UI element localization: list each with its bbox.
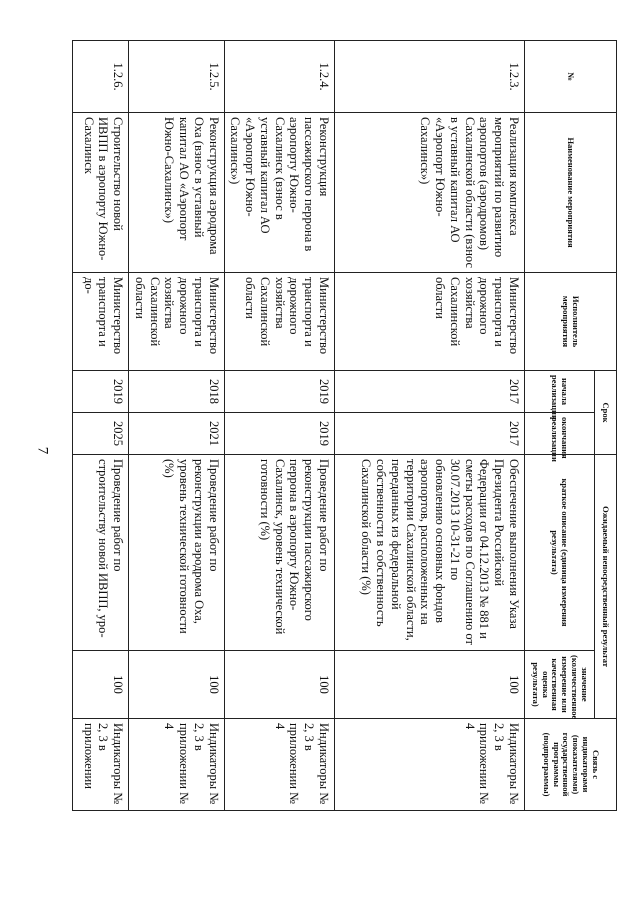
header-result-value: значение (количественное измерение или качественная оценка результата) xyxy=(525,651,595,719)
page-number: 7 xyxy=(34,446,51,455)
header-executor: Исполнитель мероприятия xyxy=(525,273,617,371)
header-term-start: начала реализации xyxy=(525,371,595,413)
row-num: 1.2.4. xyxy=(224,41,334,113)
row-executor: Министерство транспорта и до- xyxy=(73,273,129,371)
table-row xyxy=(335,41,525,811)
header-term: Срок xyxy=(595,371,617,455)
row-link: Индикаторы № 2, 3 в приложении xyxy=(73,719,129,811)
header-name: Наименование мероприятия xyxy=(525,113,617,273)
row-value: 100 xyxy=(73,651,129,719)
table-row xyxy=(73,41,129,811)
row-start: 2017 xyxy=(335,371,525,413)
row-value: 100 xyxy=(224,651,334,719)
row-value: 100 xyxy=(335,651,525,719)
activities-table xyxy=(72,40,617,811)
header-link: Связь с индикаторами (показателями) государственной программы (подпрограммы) xyxy=(525,719,617,811)
row-start: 2019 xyxy=(73,371,129,413)
row-link: Индикаторы № 2, 3 в приложении № 4 xyxy=(335,719,525,811)
row-value: 100 xyxy=(129,651,225,719)
row-num: 1.2.6. xyxy=(73,41,129,113)
row-executor: Министерство транспорта и дорожного хозяйства Сахалинской области xyxy=(224,273,334,371)
row-desc: Обеспечение выполнения Указа Президента Российской Федерации от 04.12.2013 № 881 и сметы расходов по Соглашению от 30.07.2013 10-31-21 по обновлению основных фондов аэропортов, расположенных на территории Сахалинской области, переданных из федеральной собственности в собственность Сахалинской области (%) xyxy=(335,455,525,651)
row-end: 2021 xyxy=(129,413,225,455)
header-term-end: окончания реализации xyxy=(525,413,595,455)
row-end: 2019 xyxy=(224,413,334,455)
row-start: 2018 xyxy=(129,371,225,413)
row-link: Индикаторы № 2, 3 в приложении № 4 xyxy=(224,719,334,811)
rotated-table-container xyxy=(81,40,617,810)
row-num: 1.2.5. xyxy=(129,41,225,113)
row-num: 1.2.3. xyxy=(335,41,525,113)
row-start: 2019 xyxy=(224,371,334,413)
header-result-desc: краткое описание (единица измерения результата) xyxy=(525,455,595,651)
row-end: 2025 xyxy=(73,413,129,455)
row-desc: Проведение работ по строительству новой ИВПП, уро- xyxy=(73,455,129,651)
table-row xyxy=(224,41,334,811)
row-end: 2017 xyxy=(335,413,525,455)
row-desc: Проведение работ по реконструкции пассажирского перрона в аэропорту Южно-Сахалинск, уровень технической готовности (%) xyxy=(224,455,334,651)
row-executor: Министерство транспорта и дорожного хозяйства Сахалинской области xyxy=(129,273,225,371)
row-executor: Министерство транспорта и дорожного хозяйства Сахалинской области xyxy=(335,273,525,371)
row-name: Реализация комплекса мероприятий по развитию аэропортов (аэродромов) Сахалинской области (взнос в уставный капитал АО «Аэропорт Южно-Сахалинск») xyxy=(335,113,525,273)
row-name: Строительство новой ИВПП в аэропорту Южно-Сахалинск xyxy=(73,113,129,273)
row-link: Индикаторы № 2, 3 в приложении № 4 xyxy=(129,719,225,811)
row-name: Реконструкция пассажирского перрона в аэропорту Южно-Сахалинск (взнос в уставный капитал АО «Аэропорт Южно-Сахалинск») xyxy=(224,113,334,273)
row-desc: Проведение работ по реконструкции аэродрома Оха, уровень технической готовности (%) xyxy=(129,455,225,651)
table-row xyxy=(129,41,225,811)
header-result: Ожидаемый непосредственный результат xyxy=(595,455,617,719)
row-name: Реконструкция аэродрома Оха (взнос в уставный капитал АО «Аэропорт Южно-Сахалинск») xyxy=(129,113,225,273)
header-num: № xyxy=(525,41,617,113)
